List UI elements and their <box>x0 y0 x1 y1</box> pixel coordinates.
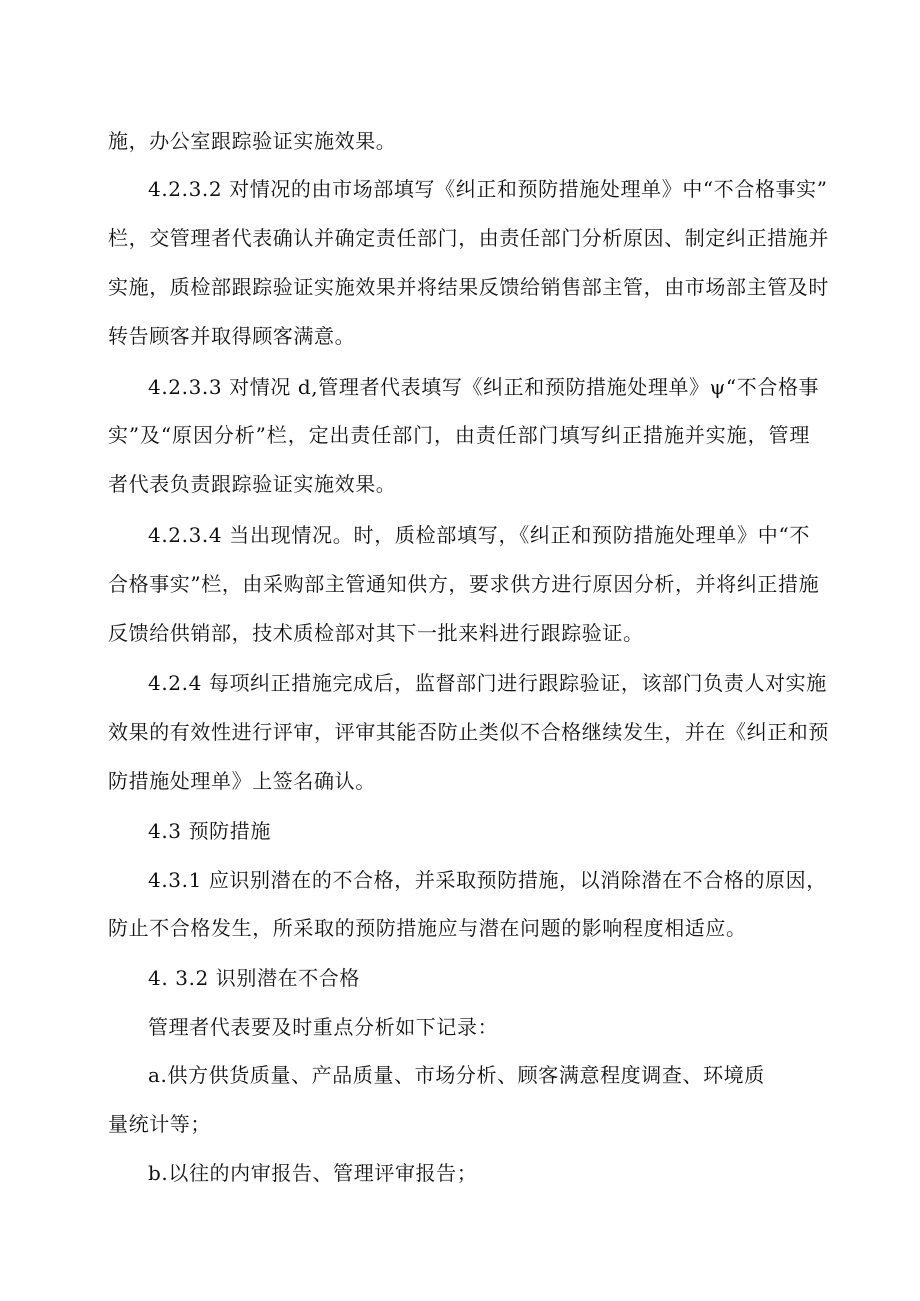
paragraph-line: 防止不合格发生，所采取的预防措施应与潜在问题的影响程度相适应。 <box>108 916 747 940</box>
paragraph-line: 者代表负责跟踪验证实施效果。 <box>108 472 397 496</box>
paragraph-line: 转告顾客并取得顾客满意。 <box>108 324 356 348</box>
paragraph-line: 4.2.4 每项纠正措施完成后，监督部门进行跟踪验证，该部门负责人对实施 <box>148 671 827 695</box>
paragraph-line: 4.3.1 应识别潜在的不合格，并采取预防措施，以消除潜在不合格的原因， <box>148 868 827 892</box>
paragraph-line: 管理者代表要及时重点分析如下记录： <box>148 1015 499 1039</box>
list-item-line: b.以往的内审报告、管理评审报告； <box>148 1161 478 1185</box>
paragraph-line: 4.2.3.2 对情况的由市场部填写《纠正和预防措施处理单》中“不合格事实” <box>148 177 828 201</box>
section-heading: 4.3 预防措施 <box>148 819 271 843</box>
paragraph-line: 施，办公室跟踪验证实施效果。 <box>108 129 397 153</box>
paragraph-line: 合格事实”栏，由采购部主管通知供方，要求供方进行原因分析，并将纠正措施 <box>108 572 820 596</box>
paragraph-line: 实施，质检部跟踪验证实施效果并将结果反馈给销售部主管，由市场部主管及时 <box>108 275 829 299</box>
list-item-line: 量统计等； <box>108 1112 211 1136</box>
paragraph-line: 实”及“原因分析”栏，定出责任部门，由责任部门填写纠正措施并实施，管理 <box>108 423 810 447</box>
paragraph-line: 反馈给供销部，技术质检部对其下一批来料进行跟踪验证。 <box>108 621 644 645</box>
subsection-heading: 4. 3.2 识别潜在不合格 <box>148 966 361 990</box>
paragraph-line: 栏，交管理者代表确认并确定责任部门，由责任部门分析原因、制定纠正措施并 <box>108 226 829 250</box>
paragraph-line: 防措施处理单》上签名确认。 <box>108 769 376 793</box>
paragraph-line: 4.2.3.3 对情况 d,管理者代表填写《纠正和预防措施处理单》ψ“不合格事 <box>148 375 820 399</box>
list-item-line: a.供方供货质量、产品质量、市场分析、顾客满意程度调查、环境质 <box>148 1063 765 1087</box>
paragraph-line: 4.2.3.4 当出现情况。时，质检部填写，《纠正和预防措施处理单》中“不 <box>148 523 810 547</box>
paragraph-line: 效果的有效性进行评审，评审其能否防止类似不合格继续发生，并在《纠正和预 <box>108 720 829 744</box>
